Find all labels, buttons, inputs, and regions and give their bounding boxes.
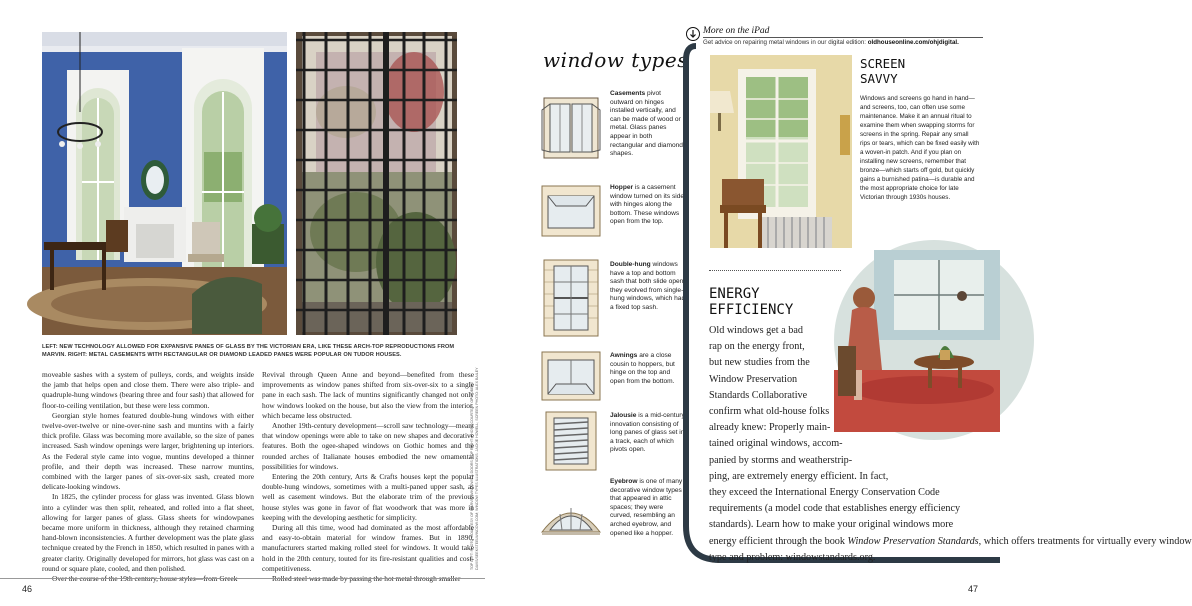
energy-line: requirements (a model code that establishes energy efficiency (709, 503, 961, 515)
window-type-name: Eyebrow (610, 478, 638, 485)
energy-line: already knew: Properly main- (709, 422, 831, 434)
energy-line: Standards Collaborative (709, 389, 808, 401)
ipad-heading: More on the iPad (703, 26, 770, 36)
window-type-hopper (610, 184, 686, 227)
energy-line: type and problem: windowstandards.org. (709, 551, 876, 563)
window-type-desc: windows have a top and bottom sash that both slide open; they evolved from single-hung windows, which had a fixed top sash. (610, 261, 686, 311)
hopper-window-icon (540, 180, 602, 247)
ipad-icon (686, 27, 700, 41)
energy-line: tained original windows, accom- (709, 438, 843, 450)
energy-line (709, 534, 1192, 550)
paragraph: Georgian style homes featured double-hung windows with either twelve-over-twelve or nine-over-nine sash and muntins with a fairly thick profile. Glass was becoming more available, so the size of panes increased. Sash window openings were larger, brightening up interiors. As the Federal style came into vogue, muntins developed a thinner profile, and their depth was increased. These narrow muntins, combined with the larger panes of six-over-six sash, created more delicate-looking windows. (42, 410, 254, 492)
victorian-interior-photo (42, 32, 287, 335)
casement-window-icon (540, 92, 602, 169)
paragraph: Revival through Queen Anne and beyond—benefited from these improvements as window panes shifted from six-over-six to a single pane in each sash. The lack of muntins significantly changed not only how windows looked on the house, but also the view from the interior, which became less obstructed. (262, 370, 474, 420)
energy-title-line: EFFICIENCY (709, 302, 794, 318)
window-type-name: Hopper (610, 184, 634, 191)
energy-line: Window Preservation (709, 373, 798, 385)
paragraph: Another 19th-century development—scroll saw technology—meant that window openings were able to take on new shapes and decorative features. Both the ogee-shaped windows on Gothic homes and the rounded arches of Italianate houses embodied the new ornamental possibilities for windows. (262, 421, 474, 471)
window-type-desc: is a mid-century innovation consisting of long panes of glass set in a track, each of which pivots open. (610, 412, 685, 454)
energy-efficiency-body (709, 323, 1192, 566)
window-type-awnings (610, 352, 686, 386)
awning-window-icon (540, 348, 602, 409)
screen-savvy-title-line: SAVVY (860, 70, 898, 86)
paragraph: In 1825, the cylinder process for glass was invented. Glass blown into a cylinder was then split, reheated, and rolled into a flat sheet, allowing for larger panes of glass. Glass sheets for windowpanes became more uniform in thickness, although they retained charming hand-blown inconsistencies. A further development was the plate glass technique created by the French in 1850, which resulted in panes with a greater clarity. Originally developed for mirrors, hot glass was cast on a round or square plate, cooled, and then polished. (42, 492, 255, 573)
energy-line: panied by storms and weatherstrip- (709, 454, 853, 466)
window-type-name: Awnings (610, 352, 638, 359)
energy-efficiency-title (709, 286, 793, 318)
paragraph: moveable sashes with a system of pulleys, cords, and weights inside the jamb that helps open and close them. There were also triple- and quadruple-hung windows (bearing three and four sash) that allowed for floor-to-ceiling ventilation, but these were less common. (42, 370, 254, 410)
energy-line: Old windows get a bad (709, 325, 803, 336)
window-type-eyebrow (610, 478, 686, 538)
window-type-casements (610, 90, 686, 159)
window-types-title: window types (543, 48, 688, 72)
ipad-heading-rule (703, 37, 983, 38)
window-type-desc: are a close cousin to hoppers, but hinge on the top and open from the bottom. (610, 352, 675, 385)
footer-rule-left (0, 578, 485, 579)
page-number-right: 47 (968, 584, 979, 594)
double-hung-window-icon (540, 258, 602, 343)
photo-caption: LEFT: NEW TECHNOLOGY ALLOWED FOR EXPANSIVE PANES OF GLASS BY THE VICTORIAN ERA, LIKE THESE ARCH-TOP REPRODUCTIONS FROM MARVIN. RIGHT: METAL CASEMENTS WITH RECTANGULAR OR DIAMOND LEADED PANES WERE POPULAR ON TUDOR HOUSES. (42, 344, 455, 358)
window-type-desc: is one of many decorative window types that appeared in attic spaces; they were curved, resembling an arched eyebrow, and opened like a hopper. (610, 478, 683, 537)
paragraph: During all this time, wood had dominated as the most affordable and easy-to-obtain material for window frames. But in 1890, manufacturers started making rolled steel for windows. It would take hold in the 20th century, touted for its fire-resistant qualities and cost-competitiveness. (262, 523, 474, 573)
window-type-desc: is a casement window turned on its side, with hinges along the bottom. These windows open from the top. (610, 184, 686, 226)
energy-line: they exceed the International Energy Conservation Code (709, 487, 940, 499)
energy-title-line: ENERGY (709, 286, 760, 302)
screen-window-photo (710, 55, 852, 248)
photo-credits: TOP LEFT: PHOTO COURTESY OF MARVIN WINDOWS & DOORS; TOP RIGHT: PHOTO COURTESY OF ROBERT DAVIS/SEEKSTEELWINDOW.COM; WINDOW TYPES ILLUSTRATIONS: JACKIE HOWELL; SCREEN PHOTO: ALEX BAILEY (470, 367, 479, 570)
page-number-left: 46 (22, 584, 33, 594)
ipad-url-link[interactable]: oldhouseonline.com/ohjdigital. (867, 39, 959, 46)
screen-savvy-title-line: SCREEN (860, 56, 906, 71)
jalousie-window-icon (540, 410, 602, 477)
paragraph (42, 574, 254, 584)
metal-casement-photo (296, 32, 457, 335)
window-type-jalousie (610, 412, 686, 455)
energy-line: ping, are extremely energy efficient. In fact, (709, 470, 889, 482)
body-column-1 (42, 370, 254, 584)
energy-line-tail: , which offers treatments for virtually every window (978, 535, 1192, 547)
energy-line: but new studies from the (709, 357, 810, 369)
energy-line: standards). Learn how to make your original windows more (709, 519, 954, 531)
window-type-name: Jalousie (610, 412, 637, 419)
window-type-name: Double-hung (610, 261, 651, 268)
ipad-text-body: Get advice on repairing metal windows in our digital edition: (703, 39, 868, 46)
section-divider (709, 270, 841, 271)
energy-line: confirm what old-house folks (709, 406, 830, 418)
energy-line-text: energy efficient through the book (709, 535, 848, 547)
paragraph (262, 574, 474, 584)
window-type-desc: pivot outward on hinges installed vertically, and can be made of wood or metal. Glass panes appear in both rectangular and diamond shapes. (610, 90, 683, 158)
window-type-name: Casements (610, 90, 646, 97)
screen-savvy-body: Windows and screens go hand in hand—and screens, too, can often use some maintenance. Make it an annual ritual to examine them when swapping storms for screens in the spring. Repair any small rips or tears, which can be fixed easily with a woven-in patch. And if you plan on installing new screens, remember that bronze—which starts off gold, but quickly gains a burnished patina—is durable and the most appropriate choice for late Victorian through 1930s houses. (860, 95, 980, 201)
energy-line: rap on the energy front, (709, 341, 805, 353)
window-type-double-hung (610, 261, 686, 313)
paragraph: Entering the 20th century, Arts & Crafts houses kept the popular double-hung windows, sometimes with a multi-paned upper sash, as well as casement windows. But the elaborate trim of the previous house styles was gone in favor of flat woodwork that was more in keeping with the developing aesthetic for simplicity. (262, 472, 474, 522)
book-title: Window Preservation Standards (847, 535, 979, 547)
eyebrow-window-icon (540, 490, 602, 545)
screen-savvy-title (860, 57, 905, 86)
body-column-2 (262, 370, 474, 584)
ipad-text (703, 39, 959, 46)
